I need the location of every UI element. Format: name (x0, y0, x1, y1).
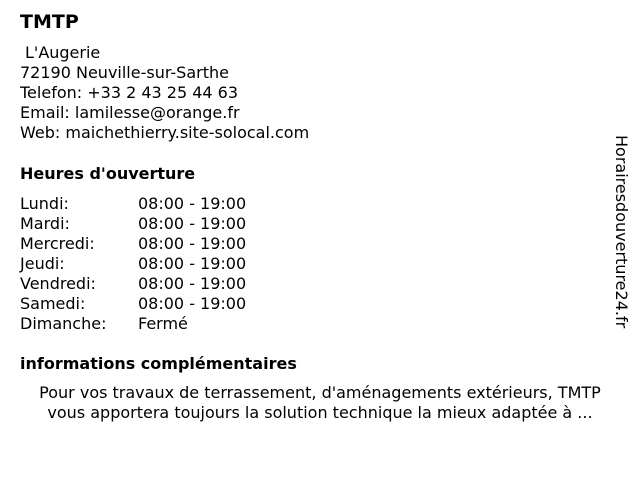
hours-value: 08:00 - 19:00 (138, 194, 247, 213)
day-label: Mardi: (20, 214, 70, 233)
address-city: 72190 Neuville-sur-Sarthe (20, 63, 229, 82)
hours-value: Fermé (138, 314, 188, 333)
hours-row-wednesday (20, 234, 246, 254)
email-text: Email: lamilesse@orange.fr (20, 103, 240, 122)
business-name: TMTP (20, 11, 79, 33)
hours-row-tuesday (20, 214, 246, 234)
address-street: L'Augerie (25, 43, 101, 62)
day-label: Mercredi: (20, 234, 95, 253)
opening-hours-table (20, 194, 246, 334)
additional-info-text: Pour vos travaux de terrassement, d'aménagements extérieurs, TMTP vous apportera toujours la solution technique la mieux adaptée à ... (39, 383, 601, 422)
phone-text: Telefon: +33 2 43 25 44 63 (20, 83, 239, 102)
hours-value: 08:00 - 19:00 (138, 234, 247, 253)
hours-row-saturday (20, 294, 246, 314)
hours-value: 08:00 - 19:00 (138, 214, 247, 233)
additional-info-heading: informations complémentaires (20, 354, 297, 373)
hours-row-monday (20, 194, 246, 214)
website-text: Web: maichethierry.site-solocal.com (20, 123, 310, 142)
day-label: Lundi: (20, 194, 69, 213)
business-contact (20, 43, 309, 143)
hours-value: 08:00 - 19:00 (138, 294, 247, 313)
hours-row-thursday (20, 254, 246, 274)
opening-hours-heading: Heures d'ouverture (20, 164, 196, 183)
hours-row-friday (20, 274, 246, 294)
hours-value: 08:00 - 19:00 (138, 254, 247, 273)
day-label: Samedi: (20, 294, 86, 313)
site-watermark-link[interactable]: Horairesdouverture24.fr (612, 135, 631, 329)
hours-value: 08:00 - 19:00 (138, 274, 247, 293)
day-label: Vendredi: (20, 274, 96, 293)
hours-row-sunday (20, 314, 246, 334)
day-label: Dimanche: (20, 314, 107, 333)
day-label: Jeudi: (20, 254, 65, 273)
